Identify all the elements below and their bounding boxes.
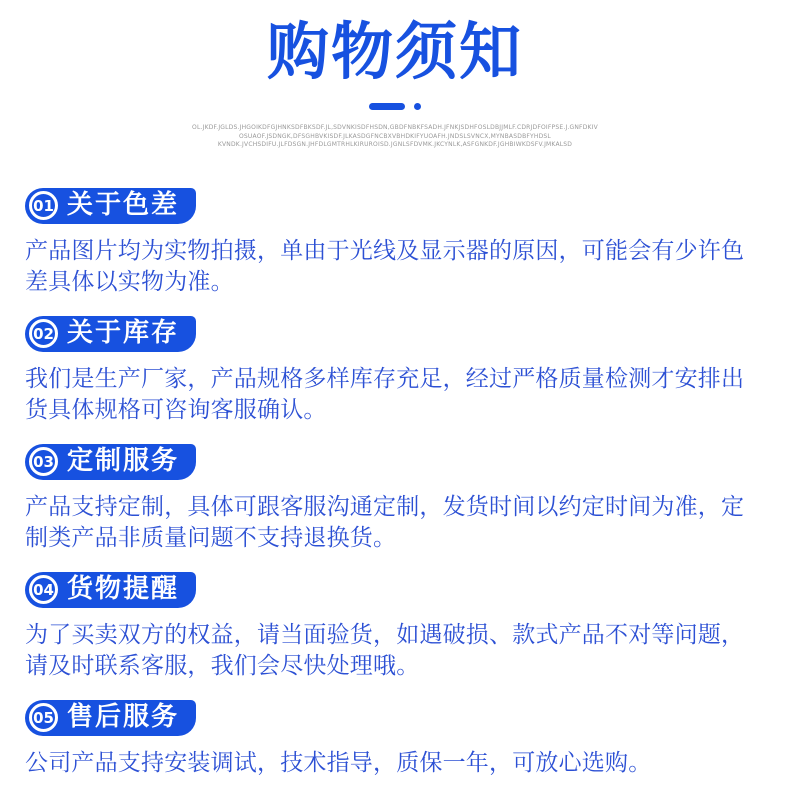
section-header-pill <box>25 572 196 608</box>
section-customization <box>25 444 765 554</box>
section-number-badge: 04 <box>29 575 58 604</box>
fine-print-line: KVNDK.JVCHSDIFU.JLFDSGN.JHFDLGMTRHLKIRUROISD.JGNLSFDVMK.JKCYNLK,ASFGNKDF.JGHBIWKDSFV.JMKALSD <box>217 141 573 148</box>
fine-print-line: OSUAOF.JSDNGK,DFSGHBVKISDF.JLKASDGFNCBXVBHDKIFYUOAFH.JNDSLSVNCX,MYNBASDBFYHDSL <box>239 132 551 140</box>
page-title: 购物须知 <box>266 15 523 88</box>
section-header-pill <box>25 316 196 352</box>
section-stock <box>25 316 765 426</box>
decorative-fine-print <box>25 124 765 150</box>
section-body-text: 产品支持定制，具体可跟客服沟通定制，发货时间以约定时间为准，定制类产品非质量问题不支持退换货。 <box>25 493 745 551</box>
section-body-text: 我们是生产厂家，产品规格多样库存充足，经过严格质量检测才安排出货具体规格可咨询客服确认。 <box>25 365 745 423</box>
title-divider <box>25 103 765 110</box>
section-number-badge: 01 <box>29 191 58 220</box>
section-body-text: 为了买卖双方的权益，请当面验货，如遇破损、款式产品不对等问题，请及时联系客服，我们会尽快处理哦。 <box>25 621 745 679</box>
section-number-badge: 05 <box>29 703 58 732</box>
divider-dot-icon <box>414 103 421 110</box>
section-title: 关于库存 <box>67 317 180 348</box>
section-body-text: 产品图片均为实物拍摄，单由于光线及显示器的原因，可能会有少许色差具体以实物为准。 <box>25 237 745 295</box>
section-title: 定制服务 <box>67 445 180 476</box>
section-color-difference <box>25 188 765 298</box>
section-header-pill <box>25 188 196 224</box>
section-header-pill <box>25 700 196 736</box>
section-header-pill <box>25 444 196 480</box>
notice-sections <box>25 188 765 779</box>
divider-dash-icon <box>369 103 405 110</box>
section-number-badge: 03 <box>29 447 58 476</box>
fine-print-line: OL.JKDF.JGLDS.JHGOIKDFGJHNKSDFBKSDF.JL,SDVNKISDFHSDN,GBDFNBKFSADH.JFNKJSDHFOSLDBJJMLF.CDRJDFOIFPSE.J.GNFDKIV <box>192 124 598 131</box>
section-title: 货物提醒 <box>67 573 180 604</box>
section-body-text: 公司产品支持安装调试，技术指导，质保一年，可放心选购。 <box>25 749 652 776</box>
section-title: 关于色差 <box>67 189 180 220</box>
section-after-sales <box>25 700 765 779</box>
section-title: 售后服务 <box>67 701 180 732</box>
section-goods-reminder <box>25 572 765 682</box>
section-number-badge: 02 <box>29 319 58 348</box>
